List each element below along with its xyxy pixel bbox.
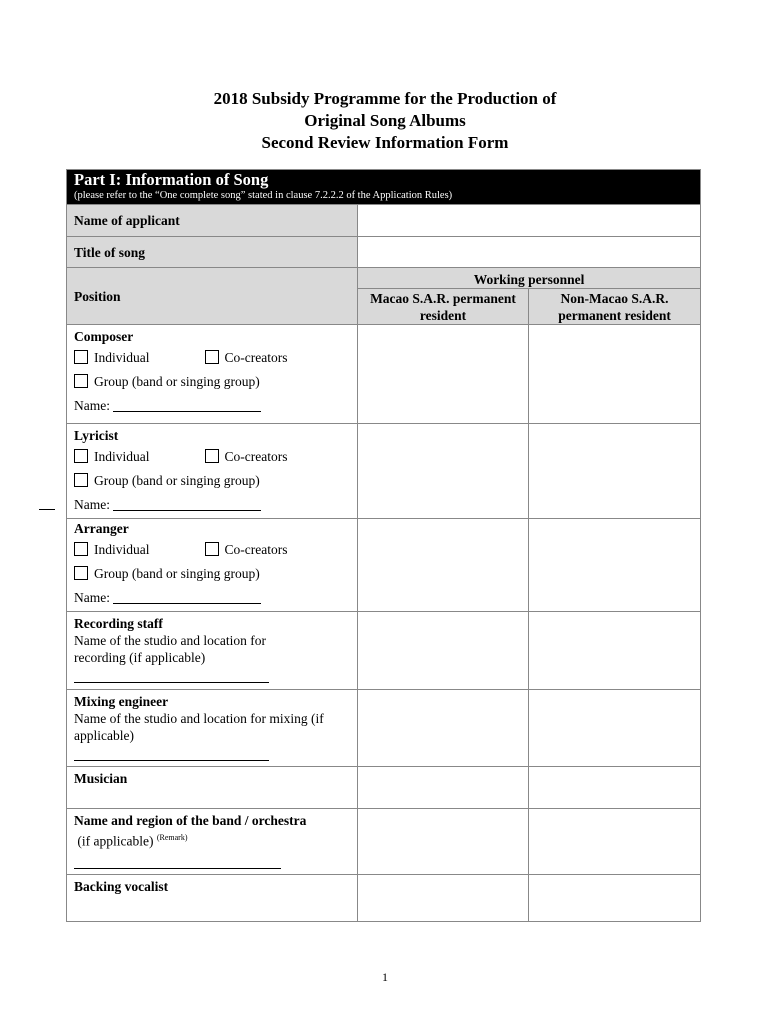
arranger-cell [67,519,358,612]
lyricist-name-label: Name: [74,496,110,512]
recording-staff-cell [67,612,358,690]
musician-label: Musician [67,767,358,809]
band-non-macao-field[interactable] [529,809,701,875]
lyricist-individual-label: Individual [94,448,150,464]
working-personnel-header: Working personnel [358,268,701,289]
lyricist-co-creators-label: Co-creators [224,448,288,464]
band-label: Name and region of the band / orchestra [74,813,307,828]
composer-macao-field[interactable] [358,325,529,424]
backing-vocalist-row [67,875,701,922]
arranger-group-option [74,561,350,585]
arranger-name-row [74,585,350,609]
arranger-row [67,519,701,612]
recording-staff-description: Name of the studio and location for recording (if applicable) [74,633,266,665]
form-title-line-1: 2018 Subsidy Programme for the Production of [213,89,557,108]
composer-group-option [74,369,350,393]
margin-mark [39,509,55,510]
composer-individual-checkbox[interactable] [74,350,88,364]
lyricist-macao-field[interactable] [358,424,529,519]
arranger-individual-checkbox[interactable] [74,542,88,556]
composer-name-label: Name: [74,397,110,413]
band-cell [67,809,358,875]
arranger-non-macao-field[interactable] [529,519,701,612]
applicant-field[interactable] [358,205,701,237]
musician-row [67,767,701,809]
lyricist-group-option [74,468,350,492]
composer-name-line[interactable] [113,399,261,412]
part-title: Part I: Information of Song [74,170,269,189]
band-name-line[interactable] [74,854,281,869]
position-header-row [67,268,701,289]
page-number: 1 [382,970,388,984]
lyricist-cell [67,424,358,519]
arranger-label: Arranger [74,521,129,536]
composer-row [67,325,701,424]
band-description-line [74,829,350,850]
lyricist-co-creators-checkbox[interactable] [205,449,219,463]
recording-staff-macao-field[interactable] [358,612,529,690]
song-title-label: Title of song [67,237,358,268]
lyricist-group-checkbox[interactable] [74,473,88,487]
applicant-row [67,205,701,237]
mixing-engineer-cell [67,690,358,767]
macao-resident-header: Macao S.A.R. permanent resident [358,289,529,325]
mixing-engineer-macao-field[interactable] [358,690,529,767]
band-row [67,809,701,875]
composer-name-row [74,393,350,417]
lyricist-type-options [74,444,350,468]
backing-vocalist-non-macao-field[interactable] [529,875,701,922]
composer-cell [67,325,358,424]
composer-group-label: Group (band or singing group) [94,373,260,389]
backing-vocalist-label: Backing vocalist [67,875,358,922]
arranger-group-label: Group (band or singing group) [94,565,260,581]
backing-vocalist-macao-field[interactable] [358,875,529,922]
arranger-co-creators-checkbox[interactable] [205,542,219,556]
composer-label: Composer [74,329,134,344]
arranger-name-line[interactable] [113,591,261,604]
lyricist-name-row [74,492,350,516]
mixing-engineer-description: Name of the studio and location for mixing (if applicable) [74,711,324,743]
composer-type-options [74,345,350,369]
band-description: (if applicable) [77,833,154,849]
song-information-table [66,169,701,922]
lyricist-individual-checkbox[interactable] [74,449,88,463]
part-header-row [67,170,701,205]
arranger-co-creators-label: Co-creators [224,541,288,557]
position-label: Position [67,268,358,325]
lyricist-non-macao-field[interactable] [529,424,701,519]
composer-individual-label: Individual [94,349,150,365]
form-title-line-3: Second Review Information Form [261,133,509,152]
musician-non-macao-field[interactable] [529,767,701,809]
arranger-group-checkbox[interactable] [74,566,88,580]
non-macao-resident-header: Non-Macao S.A.R. permanent resident [529,289,701,325]
lyricist-name-line[interactable] [113,498,261,511]
arranger-name-label: Name: [74,589,110,605]
lyricist-label: Lyricist [74,428,119,443]
arranger-macao-field[interactable] [358,519,529,612]
composer-co-creators-label: Co-creators [224,349,288,365]
part-subtitle: (please refer to the “One complete song” stated in clause 7.2.2.2 of the Application Rules) [74,190,453,201]
applicant-label: Name of applicant [67,205,358,237]
band-macao-field[interactable] [358,809,529,875]
band-remark: (Remark) [156,833,188,842]
mixing-studio-line[interactable] [74,748,269,761]
composer-non-macao-field[interactable] [529,325,701,424]
recording-staff-label: Recording staff [74,616,163,631]
musician-macao-field[interactable] [358,767,529,809]
composer-group-checkbox[interactable] [74,374,88,388]
part-header-cell [67,170,701,205]
recording-staff-non-macao-field[interactable] [529,612,701,690]
song-title-row [67,237,701,268]
song-title-field[interactable] [358,237,701,268]
lyricist-row [67,424,701,519]
recording-staff-row [67,612,701,690]
arranger-type-options [74,537,350,561]
mixing-engineer-label: Mixing engineer [74,694,169,709]
mixing-engineer-non-macao-field[interactable] [529,690,701,767]
recording-studio-line[interactable] [74,670,269,683]
form-title-line-2: Original Song Albums [304,111,466,130]
mixing-engineer-row [67,690,701,767]
lyricist-group-label: Group (band or singing group) [94,472,260,488]
composer-co-creators-checkbox[interactable] [205,350,219,364]
arranger-individual-label: Individual [94,541,150,557]
